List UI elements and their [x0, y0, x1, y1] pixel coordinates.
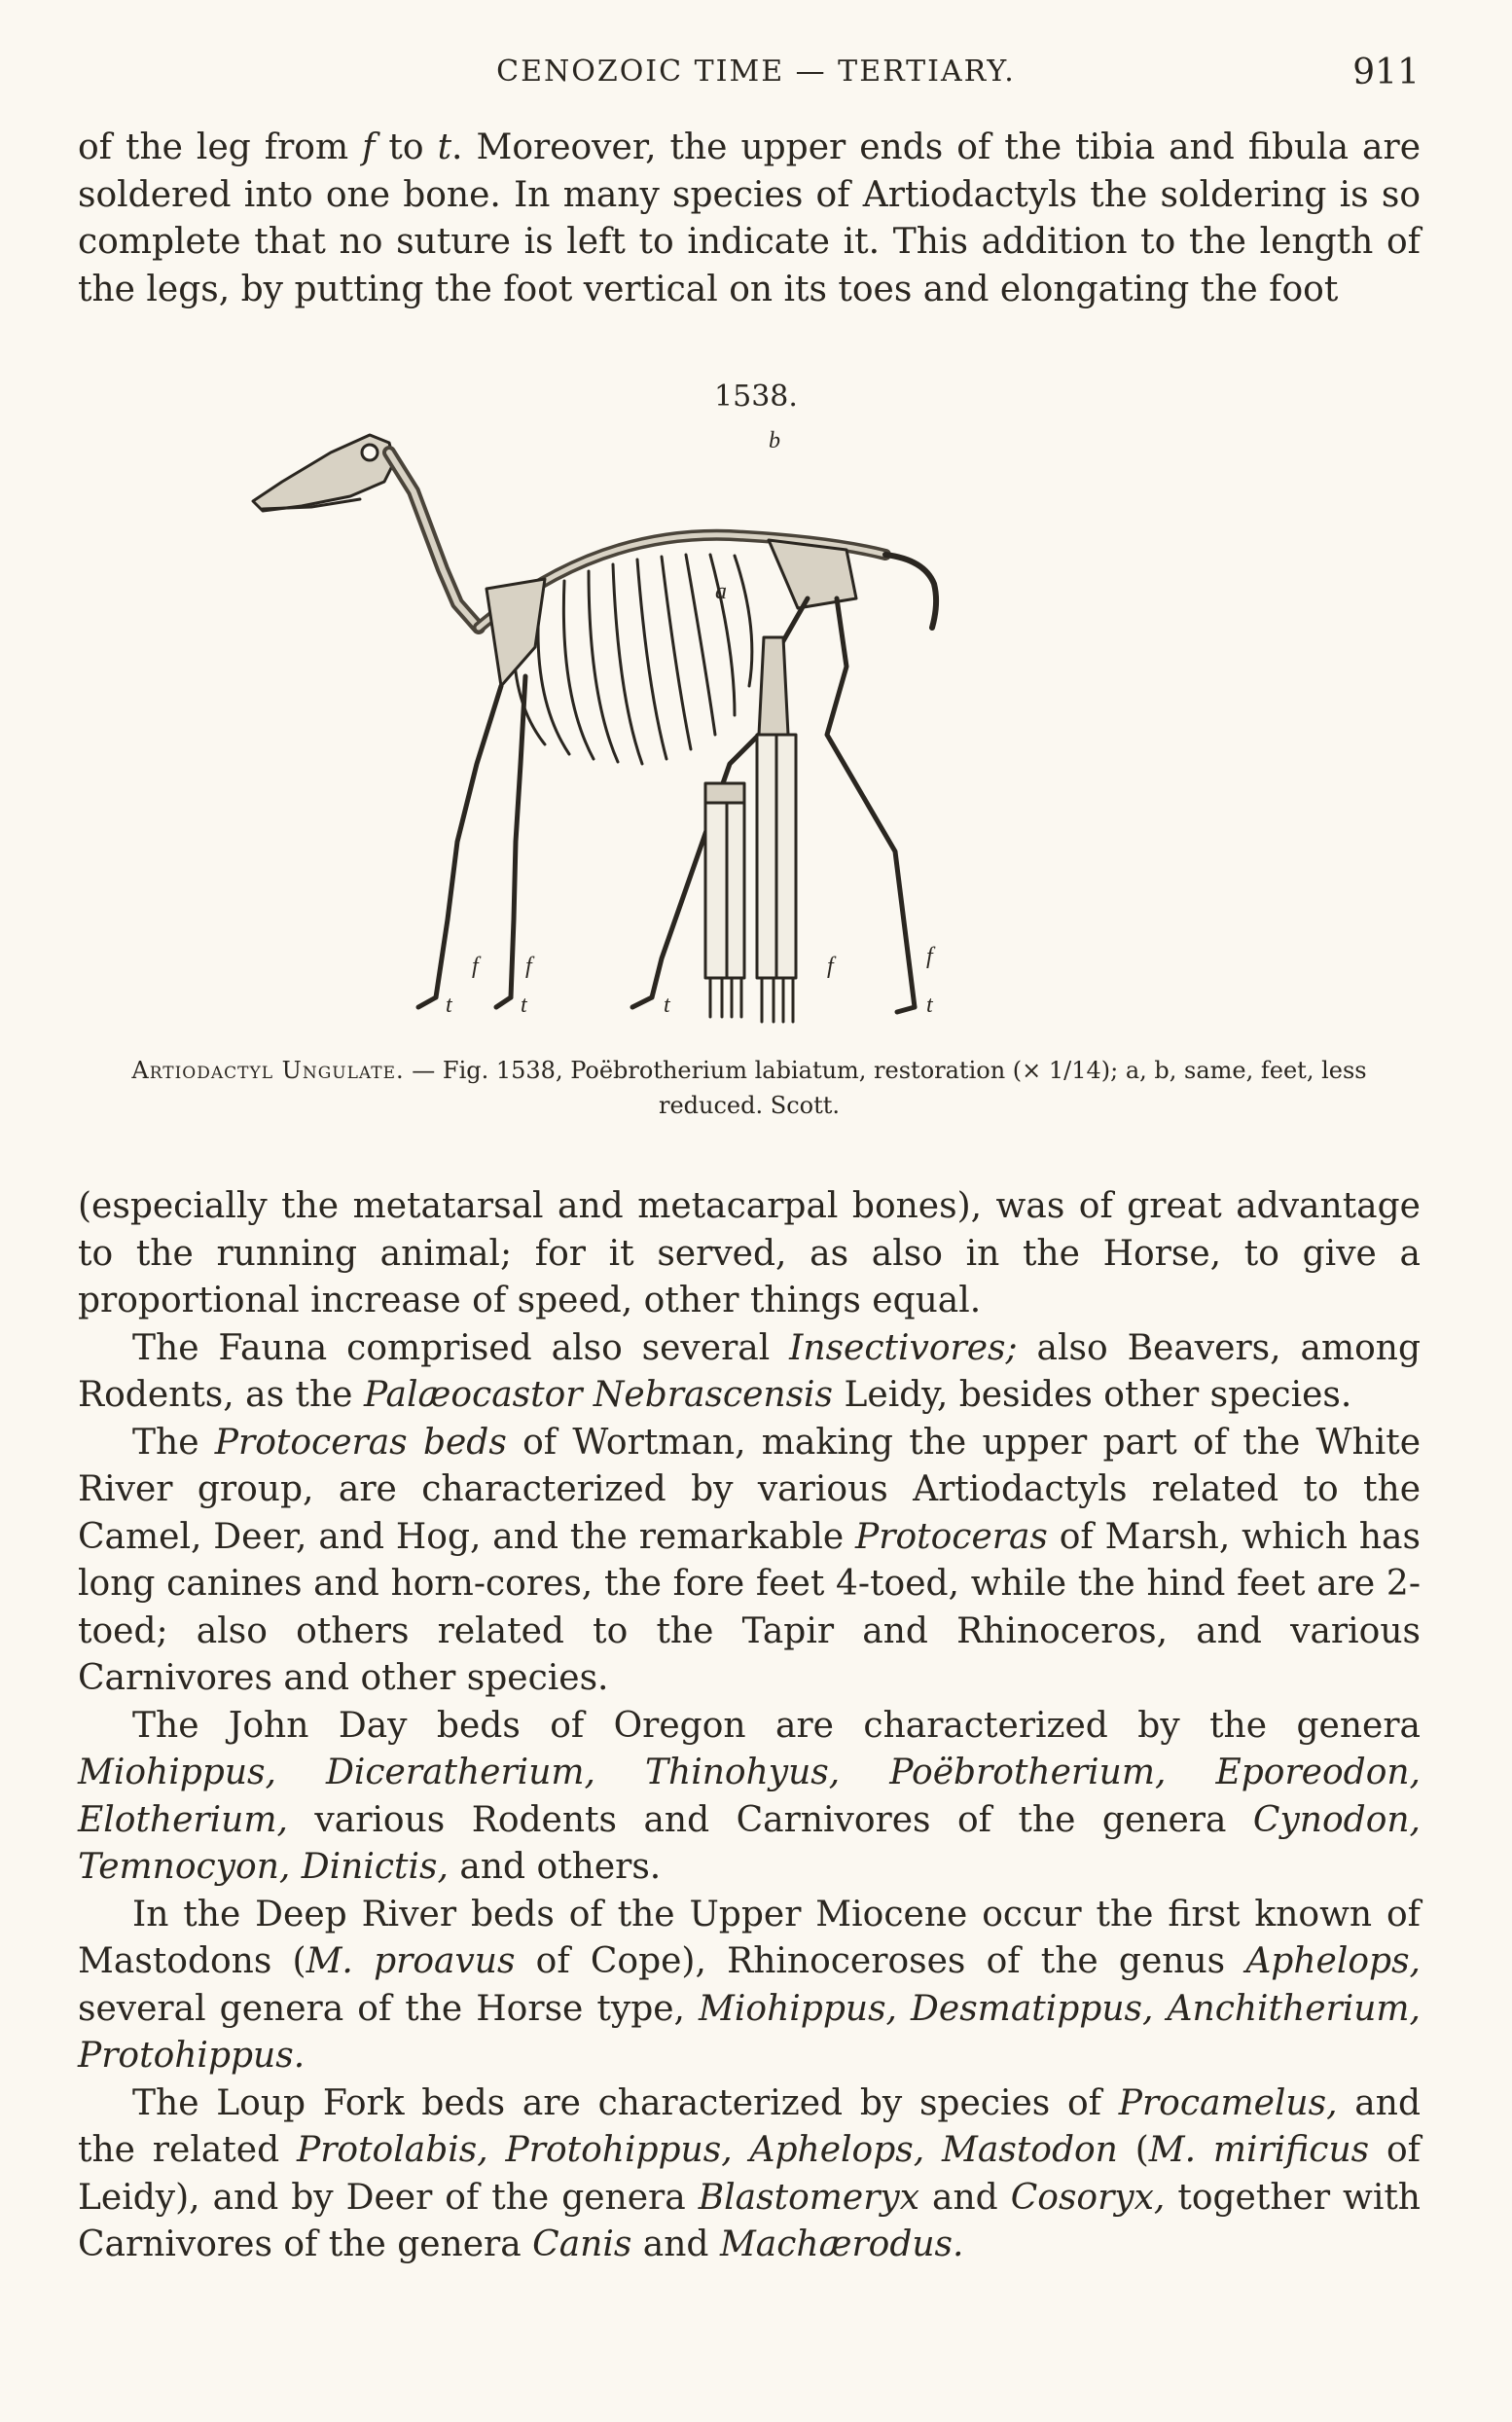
- italic-f: f: [362, 127, 376, 167]
- text-span: of Cope), Rhinoceroses of the genus: [515, 1941, 1246, 1981]
- pelvis: [769, 540, 856, 608]
- text-span: and: [631, 2224, 720, 2264]
- label-t-2: t: [521, 993, 527, 1018]
- italic-term: Miohippus, Desmatippus, Anchitherium, Protohippus.: [78, 1988, 1421, 2076]
- paragraph-3: [78, 1420, 1421, 1703]
- text-span: (: [1117, 2130, 1149, 2170]
- caption-title: Artiodactyl Ungulate.: [131, 1057, 405, 1084]
- caption-text: — Fig. 1538, Poëbrotherium labiatum, restoration (× 1/14); a, b, same, feet, less reduced. Scott.: [404, 1057, 1367, 1119]
- main-text-block: [78, 1183, 1421, 2269]
- text-span: The John Day beds of Oregon are characterized by the genera: [132, 1705, 1421, 1746]
- label-f-4: f: [926, 944, 933, 969]
- text-span: The Loup Fork beds are characterized by species of: [132, 2082, 1119, 2123]
- text-span: several genera of the Horse type,: [78, 1988, 700, 2029]
- italic-term: Protolabis, Protohippus, Aphelops, Mastodon: [296, 2130, 1118, 2170]
- figure-caption: [78, 1053, 1421, 1123]
- label-t-4: t: [926, 993, 933, 1018]
- figure-number: 1538.: [714, 380, 798, 414]
- italic-term: Insectivores;: [789, 1327, 1018, 1368]
- text-span: various Rodents and Carnivores of the genera: [287, 1799, 1253, 1840]
- text-span: and: [919, 2177, 1011, 2218]
- text-span: In the Deep River beds of the Upper Miocene occur the first known of Mastodons (: [78, 1894, 1421, 1981]
- paragraph-4: [78, 1703, 1421, 1892]
- page-header: [0, 47, 1512, 105]
- foreleg-left: [418, 686, 501, 1007]
- italic-term: Protoceras: [855, 1516, 1048, 1557]
- paragraph-6: [78, 2080, 1421, 2269]
- italic-term: Protoceras beds: [214, 1422, 507, 1463]
- text-span: The Fauna comprised also several: [132, 1327, 790, 1368]
- italic-term: Canis: [532, 2224, 632, 2264]
- label-f-2: f: [525, 954, 532, 979]
- text-span: together with Carnivores of the genera: [78, 2177, 1421, 2264]
- italic-term: Procamelus,: [1118, 2082, 1338, 2123]
- label-a: a: [715, 579, 727, 604]
- italic-term: Cosoryx,: [1010, 2177, 1166, 2218]
- hindleg-right: [827, 598, 915, 1012]
- text-span: Leidy, besides other species.: [833, 1375, 1352, 1415]
- text-span: of Wortman, making the upper part of the White River group, are characterized by various Artiodactyls related to the Camel, Deer, and Hog, and the remarkable: [78, 1422, 1422, 1557]
- foreleg-right: [496, 676, 525, 1007]
- foot-b: [757, 637, 796, 1022]
- italic-term: Palæocastor Nebrascensis: [363, 1375, 834, 1415]
- text-span: of Leidy), and by Deer of the genera: [78, 2130, 1421, 2218]
- label-f-1: f: [472, 954, 479, 979]
- italic-term: M. proavus: [306, 1941, 516, 1981]
- label-t-3: t: [664, 993, 670, 1018]
- text-span: of the leg from: [78, 127, 363, 167]
- text-span: also Beavers, among Rodents, as the: [78, 1327, 1421, 1415]
- text-span: . Moreover, the upper ends of the tibia and fibula are soldered into one bone. In many species of Artiodactyls the soldering is so complete that no suture is left to indicate it. This addition to the length of the legs, by putting the foot vertical on its toes and elongating the foot: [78, 127, 1422, 309]
- label-t-1: t: [446, 993, 452, 1018]
- paragraph-2: [78, 1325, 1421, 1420]
- italic-term: Miohippus, Diceratherium, Thinohyus, Poëbrotherium, Eporeodon, Elotherium,: [78, 1753, 1421, 1840]
- poebrotherium-skeleton-illustration: [224, 414, 1430, 1027]
- label-b: b: [769, 428, 780, 453]
- eye-socket: [362, 445, 378, 460]
- paragraph-1: (especially the metatarsal and metacarpal bones), was of great advantage to the running animal; for it served, as also in the Horse, to give a proportional increase of speed, other things equal.: [78, 1186, 1421, 1320]
- page-number: 911: [1352, 53, 1420, 92]
- italic-term: Cynodon, Temnocyon, Dinictis,: [78, 1799, 1421, 1887]
- text-span: to: [375, 127, 438, 167]
- skeleton-figure: [224, 414, 1430, 1027]
- label-f-3: f: [827, 954, 834, 979]
- running-head: CENOZOIC TIME — TERTIARY.: [496, 54, 1016, 89]
- text-span: and the related: [78, 2082, 1421, 2170]
- top-paragraph: [78, 125, 1421, 313]
- top-paragraph-block: [78, 125, 1421, 313]
- italic-t: t: [437, 127, 452, 167]
- italic-term: Machærodus.: [719, 2224, 964, 2264]
- italic-term: M. mirificus: [1148, 2130, 1370, 2170]
- paragraph-5: [78, 1892, 1421, 2080]
- scapula: [486, 579, 545, 686]
- text-span: The: [132, 1422, 215, 1463]
- text-span: of Marsh, which has long canines and horn-cores, the fore feet 4-toed, while the hind feet are 2-toed; also others related to the Tapir and Rhinoceros, and various Carnivores and other species.: [78, 1516, 1421, 1698]
- italic-term: Aphelops,: [1245, 1941, 1421, 1981]
- foot-a: [705, 783, 744, 1017]
- text-span: and others.: [448, 1847, 662, 1887]
- tail: [885, 555, 936, 628]
- italic-term: Blastomeryx: [698, 2177, 920, 2218]
